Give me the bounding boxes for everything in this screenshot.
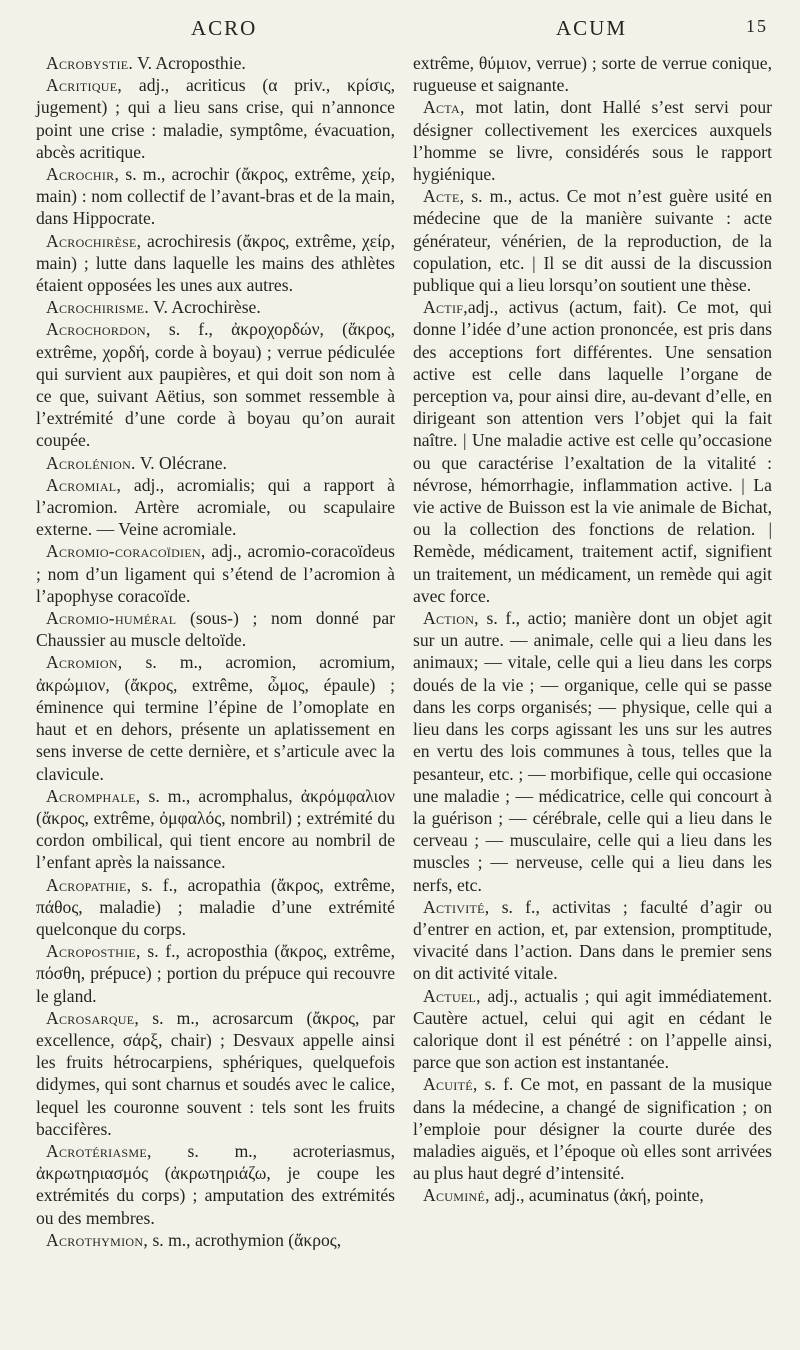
entry-headword: Acta, (423, 97, 465, 118)
entry-text: adj., acromialis; qui a rapport à l’acromion. Artère acromiale, ou scapulaire externe. — Veine acromiale. (36, 474, 395, 540)
dictionary-entry (36, 296, 395, 318)
dictionary-entry (36, 74, 395, 163)
dictionary-entry (36, 452, 395, 474)
dictionary-entry (36, 474, 395, 541)
entry-headword: Acritique, (46, 75, 123, 96)
entry-text: s. f., activitas ; faculté d’agir ou d’entrer en action, et, par extension, promptitude, vivacité dans l’action. Dans dans le premier sens on dit activité vitale. (413, 896, 772, 984)
entry-text: V. Acroposthie. (133, 53, 246, 73)
entry-text: s. m., acromion, acromium, ἀκρώμιον, (ἄκρος, extrême, ὦμος, épaule) ; éminence qui termine l’épine de l’omoplate en haut et en dehors, présente un aplatissement en sens inverse de cette dernière, et s’articule avec la clavicule. (36, 652, 395, 784)
entry-headword: Acrochirèse, (46, 230, 142, 251)
entry-text: s. m., acrothymion (ἄκρος, (148, 1229, 342, 1250)
entry-headword: Acrothymion, (46, 1229, 149, 1250)
entry-headword: Acropathie, (46, 874, 132, 895)
dictionary-entry (36, 230, 395, 297)
entry-text: extrême, θύμιον, verrue) ; sorte de verrue conique, rugueuse et saignante. (413, 53, 772, 96)
entry-text: adj., actualis ; qui agit immédiatement. Cautère actuel, celui qui agit en cédant le calorique dont il est pénétré : on l’appelle ainsi, parce que son action est instantanée. (413, 985, 772, 1073)
entry-text: adj., activus (actum, fait). Ce mot, qui donne l’idée d’une action prononcée, est pris dans des acceptions fort différentes. Une sensation active est celle dans laquelle l’organe de perception va, pour ainsi dire, au-devant d’elle, en dirigeant son attention vers l’objet qui la fait naître. | Une maladie active est celle qu’occasione ou que caractérise l’exaltation de la vitalité : névrose, hémorrhagie, inflammation active. | La vie active de Buisson est la vie animale de Bichat, ou la collection des fonctions de relation. | Remède, médicament, traitement actif, signifient un traitement, un médicament, un remède qui agit avec force. (413, 297, 772, 606)
entry-headword: Acuminé, (423, 1185, 490, 1206)
dictionary-entry (36, 318, 395, 451)
entry-headword: Actuel, (423, 985, 481, 1006)
dictionary-entry (36, 52, 395, 74)
left-column (36, 52, 395, 1251)
entry-text: V. Olécrane. (135, 452, 227, 473)
dictionary-entry (36, 940, 395, 1007)
entry-headword: Actif, (423, 297, 468, 318)
entry-headword: Acrobystie. (46, 53, 134, 73)
entry-headword: Action, (423, 608, 479, 629)
dictionary-entry (36, 651, 395, 784)
entry-text: s. m., acrochir (ἄκρος, extrême, χείρ, main) : nom collectif de l’avant-bras et de la main, dans Hippocrate. (36, 164, 395, 229)
entry-text: adj., acuminatus (ἀκή, pointe, (489, 1185, 704, 1206)
running-head-right: ACUM (556, 16, 628, 40)
dictionary-entry (36, 607, 395, 651)
right-column (413, 52, 772, 1251)
dictionary-entry (413, 1073, 772, 1184)
entry-text: s. f., actio; manière dont un objet agit sur un autre. — animale, celle qui a lieu dans les animaux; — vitale, celle qui a lieu dans les corps doués de la vie ; — organique, celle qui se passe dans les corps organisés; — physique, celle qui a lieu dans les corps agissant les uns sur les autres en vertu des lois communes à tous, telles que la pesanteur, etc. ; — morbifique, celle qui occasione une maladie ; — médicatrice, celle qui concourt à la guérison ; — cérébrale, celle qui a lieu dans le cerveau ; — musculaire, celle qui a lieu dans les muscles ; — nerveuse, celle qui a lieu dans les nerfs, etc. (413, 608, 772, 895)
dictionary-entry (413, 185, 772, 296)
entry-text: s. m., acroteriasmus, ἀκρωτηριασμός (ἀκρωτηριάζω, je coupe les extrémités du corps) ; amputation des extrémités ou des membres. (36, 1140, 395, 1228)
entry-headword: Acrochir, (46, 164, 120, 185)
dictionary-entry (413, 296, 772, 607)
running-head (36, 16, 772, 52)
entry-text: s. m., acrosarcum (ἄκρος, par excellence, σάρξ, chair) ; Desvaux appelle ainsi les fruits hétrocarpiens, sphériques, quelquefois didymes, qui sont charnus et soudés avec le calice, lequel les couronne souvent : tels sont les fruits baccifères. (36, 1007, 395, 1139)
running-head-left: ACRO (191, 16, 258, 40)
dictionary-entry (413, 96, 772, 185)
entry-text: acrochiresis (ἄκρος, extrême, χείρ, main) ; lutte dans laquelle les mains des athlètes étaient opposées les unes aux autres. (36, 230, 395, 296)
entry-text: adj., acromio-coracoïdeus ; nom d’un ligament qui s’étend de l’acromion à l’apophyse coracoïde. (36, 541, 395, 606)
entry-headword: Acte, (423, 186, 465, 207)
text-columns (36, 52, 772, 1251)
entry-text: s. f., acroposthia (ἄκρος, extrême, πόσθη, prépuce) ; portion du prépuce qui recouvre le gland. (36, 941, 395, 1006)
dictionary-entry (413, 52, 772, 96)
entry-text: (sous-) ; nom donné par Chaussier au muscle deltoïde. (36, 608, 395, 651)
entry-text: s. f. Ce mot, en passant de la musique dans la médecine, a changé de signification ; on l’emploie pour désigner la courte durée des maladies aiguës, et l’époque où elles sont arrivées au plus haut degré d’intensité. (413, 1074, 772, 1184)
entry-headword: Acrosarque, (46, 1007, 140, 1028)
entry-text: s. f., ἀκροχορδών, (ἄκρος, extrême, χορδή, corde à boyau) ; verrue pédiculée qui survient aux paupières, et qui doit son nom à ce que, suivant Aëtius, son sommet ressemble à l’extrémité d’une corde à boyau qu’on aurait coupée. (36, 319, 395, 451)
dictionary-entry (36, 785, 395, 874)
entry-headword: Acrochirisme. (46, 297, 150, 318)
dictionary-entry (36, 1229, 395, 1251)
entry-headword: Acromion, (46, 652, 123, 673)
entry-headword: Acrotériasme, (46, 1140, 152, 1161)
entry-text: s. m., actus. Ce mot n’est guère usité en médecine que de la manière suivante : acte générateur, vénérien, de la reproduction, de la copulation, etc. | Il se dit aussi de la discussion publique qui a lieu lorsqu’on soutient une thèse. (413, 186, 772, 296)
entry-text: mot latin, dont Hallé s’est servi pour désigner collectivement les exercices auxquels l’homme se livre, considérés sous le rapport hygiénique. (413, 97, 772, 185)
dictionary-entry (413, 607, 772, 896)
entry-headword: Acroposthie, (46, 941, 141, 962)
entry-text: s. m., acromphalus, ἀκρόμφαλιον (ἄκρος, extrême, ὀμφαλός, nombril) ; extrémité du cordon ombilical, qui tient encore au nombril de l’enfant après la naissance. (36, 785, 395, 873)
entry-headword: Acromio-huméral (46, 608, 177, 629)
dictionary-entry (36, 163, 395, 230)
entry-headword: Acrolénion. (46, 452, 136, 473)
entry-headword: Acromial, (46, 474, 122, 495)
dictionary-entry (36, 540, 395, 607)
entry-headword: Acromio-coracoïdien, (46, 541, 206, 562)
page-number: 15 (746, 16, 768, 36)
dictionary-entry (413, 985, 772, 1074)
entry-headword: Acromphale, (46, 785, 141, 806)
dictionary-entry (36, 874, 395, 941)
entry-text: adj., acriticus (α priv., κρίσις, jugement) ; qui a lieu sans crise, qui n’annonce point une crise : maladie, symptôme, évacuation, abcès acritique. (36, 75, 395, 162)
entry-headword: Acrochordon, (46, 319, 151, 340)
dictionary-entry (413, 1184, 772, 1206)
entry-headword: Acuité, (423, 1074, 478, 1095)
dictionary-entry (36, 1007, 395, 1140)
dictionary-entry (413, 896, 772, 985)
entry-text: V. Acrochirèse. (149, 297, 261, 318)
dictionary-entry (36, 1140, 395, 1229)
entry-headword: Activité, (423, 896, 490, 917)
entry-text: s. f., acropathia (ἄκρος, extrême, πάθος, maladie) ; maladie d’une extrémité quelconque du corps. (36, 874, 395, 939)
